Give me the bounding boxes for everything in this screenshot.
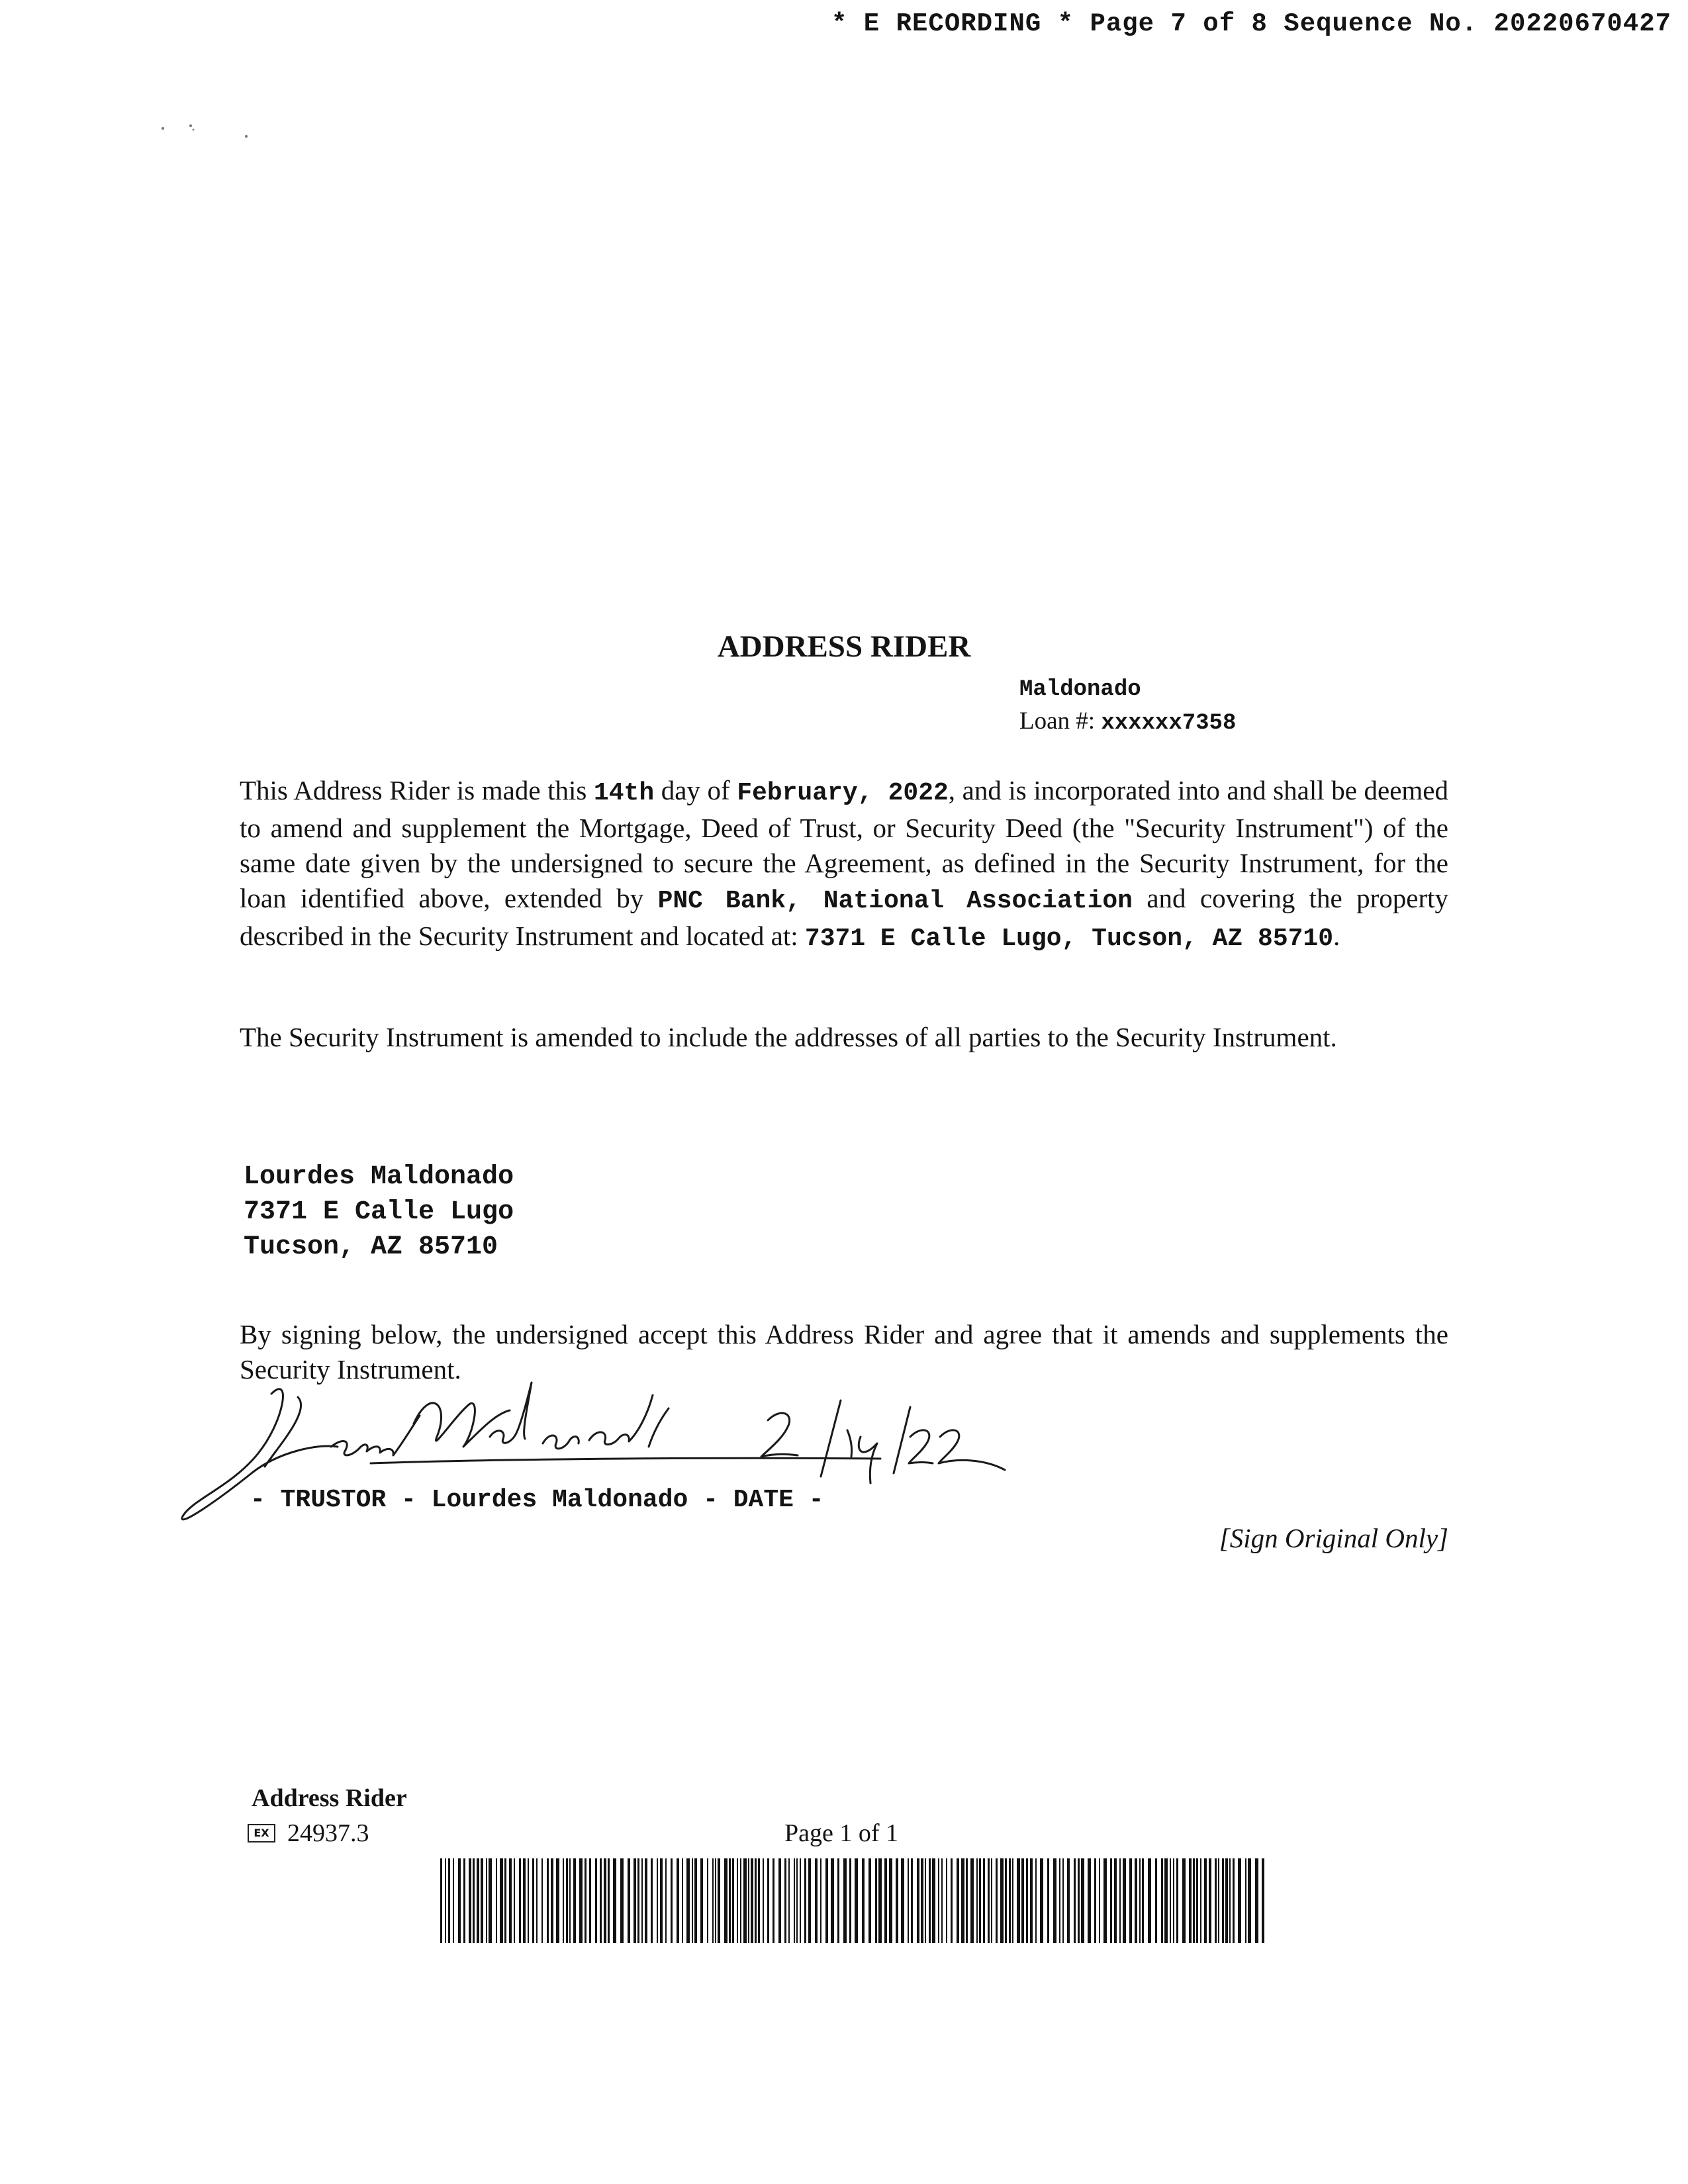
intro-text-5: . — [1333, 921, 1340, 951]
rider-day: 14th — [593, 779, 655, 807]
intro-text-2: day of — [654, 775, 737, 805]
recording-stamp: * E RECORDING * Page 7 of 8 Sequence No. 20220670427 — [831, 9, 1671, 38]
loan-label: Loan #: — [1019, 707, 1102, 735]
acceptance-paragraph: By signing below, the undersigned accept this Address Rider and agree that it amends and supplements the Security Instrument. — [240, 1319, 1448, 1385]
page-count: Page 1 of 1 — [784, 1819, 899, 1847]
sign-original-note: [Sign Original Only] — [1219, 1523, 1448, 1553]
borrower-last-name: Maldonado — [1019, 677, 1141, 702]
document-title: ADDRESS RIDER — [717, 629, 971, 664]
party-street: 7371 E Calle Lugo — [244, 1197, 514, 1227]
form-badge-icon: EX — [248, 1824, 275, 1843]
intro-text-1: This Address Rider is made this — [240, 775, 594, 805]
party-address-block — [244, 1160, 514, 1265]
loan-number: xxxxxx7358 — [1101, 711, 1237, 736]
property-address: 7371 E Calle Lugo, Tucson, AZ 85710 — [804, 925, 1334, 953]
rider-month-year: February, 2022 — [737, 779, 949, 807]
barcode-icon — [440, 1858, 1269, 1943]
loan-number-line — [1019, 707, 1236, 736]
footer-form-title: Address Rider — [252, 1784, 407, 1812]
rider-intro-paragraph — [240, 773, 1448, 956]
footer-form-code — [248, 1819, 369, 1848]
intro-text-4: and covering the property described in the Security Instrument and located at: — [240, 883, 1448, 951]
scan-specks — [159, 123, 252, 143]
amendment-paragraph: The Security Instrument is amended to include the addresses of all parties to the Security Instrument. — [240, 1022, 1337, 1052]
signature-line-label: - TRUSTOR - Lourdes Maldonado - DATE - — [250, 1486, 824, 1514]
form-number: 24937.3 — [287, 1819, 369, 1847]
party-name: Lourdes Maldonado — [244, 1162, 514, 1192]
intro-text-3: , and is incorporated into and shall be deemed to amend and supplement the Mortgage, Deed of Trust, or Security Deed (the "Security Instrument") of the same date given by the undersigned to secure the Agreement, as defined in the Security Instrument, for the loan identified above, extended by — [240, 775, 1448, 913]
party-city-state-zip: Tucson, AZ 85710 — [244, 1232, 498, 1262]
lender-name: PNC Bank, National Association — [657, 887, 1133, 915]
